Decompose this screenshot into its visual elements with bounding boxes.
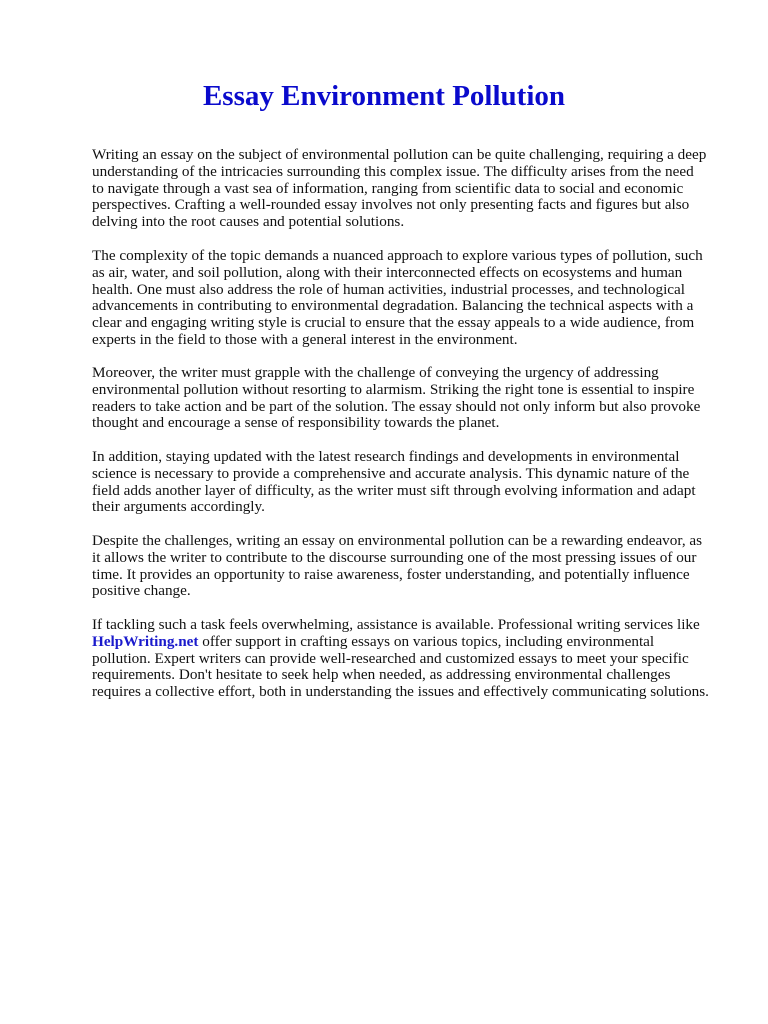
- paragraph-line: The complexity of the topic demands a nuanced approach to explore various types of pollution, such: [92, 247, 703, 264]
- paragraph-line: readers to take action and be part of the solution. The essay should not only inform but also provoke: [92, 397, 701, 415]
- paragraph-line: positive change.: [92, 582, 191, 600]
- paragraph-line: field adds another layer of difficulty, as the writer must sift through evolving information and adapt: [92, 481, 696, 499]
- paragraph-line: requires a collective effort, both in understanding the issues and effectively communicating solutions.: [92, 683, 709, 701]
- paragraph-line: perspectives. Crafting a well-rounded essay involves not only presenting facts and figures but also: [92, 196, 690, 214]
- paragraph-line: [92, 634, 752, 651]
- paragraph-line: clear and engaging writing style is crucial to ensure that the essay appeals to a wide audience, from: [92, 314, 695, 332]
- paragraph-line: thought and encourage a sense of responsibility towards the planet.: [92, 414, 500, 432]
- helpwriting-link[interactable]: HelpWriting.net: [92, 632, 199, 650]
- paragraph-line: understanding of the intricacies surrounding this complex issue. The difficulty arises from the need: [92, 162, 694, 180]
- paragraph-line: time. It provides an opportunity to raise awareness, foster understanding, and potentially influence: [92, 565, 690, 583]
- paragraph-line: their arguments accordingly.: [92, 498, 265, 516]
- paragraph: [92, 533, 752, 600]
- paragraph-line: health. One must also address the role of human activities, industrial processes, and technological: [92, 280, 685, 298]
- paragraph-line: science is necessary to provide a comprehensive and accurate analysis. This dynamic nature of the: [92, 464, 690, 482]
- line-text: offer support in crafting essays on various topics, including environmental: [198, 632, 655, 650]
- paragraph-line: as air, water, and soil pollution, along with their interconnected effects on ecosystems and human: [92, 263, 683, 281]
- paragraph-line: pollution. Expert writers can provide well-researched and customized essays to meet your specific: [92, 649, 689, 667]
- paragraph-line: Writing an essay on the subject of environmental pollution can be quite challenging, requiring a deep: [92, 146, 707, 163]
- paragraph: [92, 365, 752, 432]
- paragraph-line: delving into the root causes and potential solutions.: [92, 213, 405, 231]
- paragraph: [92, 449, 752, 516]
- page-title: Essay Environment Pollution: [202, 80, 566, 112]
- paragraph-line: experts in the field to those with a general interest in the environment.: [92, 330, 518, 348]
- paragraph-line: In addition, staying updated with the latest research findings and developments in environmental: [92, 448, 680, 465]
- paragraph-line: Despite the challenges, writing an essay on environmental pollution can be a rewarding endeavor, as: [92, 532, 703, 549]
- paragraph-help: [92, 617, 752, 701]
- paragraph: [92, 147, 752, 231]
- paragraph-line: it allows the writer to contribute to the discourse surrounding one of the most pressing issues of our: [92, 548, 697, 566]
- paragraph-line: environmental pollution without resorting to alarmism. Striking the right tone is essential to inspire: [92, 380, 695, 398]
- paragraph-line: requirements. Don't hesitate to seek help when needed, as addressing environmental challenges: [92, 666, 671, 684]
- paragraph-line: to navigate through a vast sea of information, ranging from scientific data to social and economic: [92, 179, 684, 197]
- paragraph-line: If tackling such a task feels overwhelming, assistance is available. Professional writing services like: [92, 616, 700, 633]
- paragraph-line: advancements in contributing to environmental degradation. Balancing the technical aspects with a: [92, 297, 694, 315]
- paragraph: [92, 248, 752, 349]
- paragraph-line: Moreover, the writer must grapple with the challenge of conveying the urgency of addressing: [92, 364, 659, 381]
